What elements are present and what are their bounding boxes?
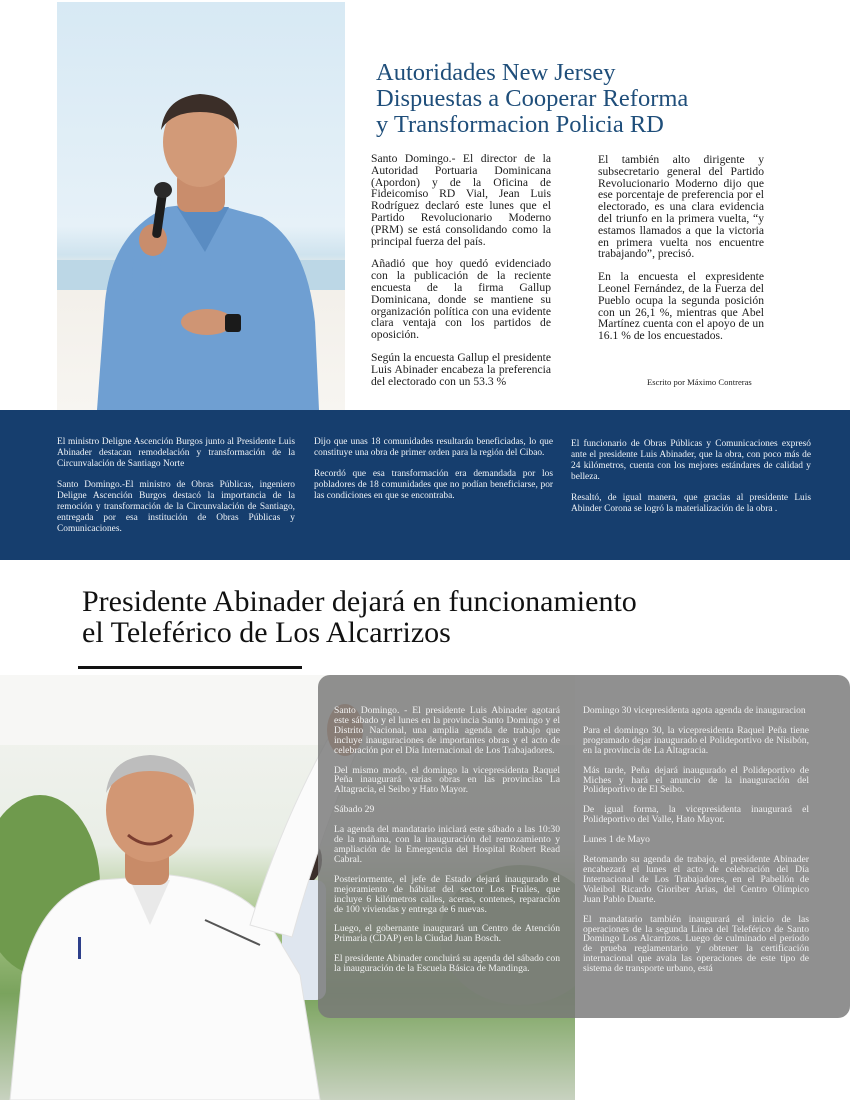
speaker-illustration (57, 2, 345, 410)
paragraph: El ministro Deligne Ascención Burgos junto al Presidente Luis Abinader destacan remodelación y transformación de la Circunvalación de Santiago Norte (57, 437, 295, 469)
paragraph: El también alto dirigente y subsecretario general del Partido Revolucionario Moderno dijo que ese porcentaje de preferencia por el electorado, es una clara evidencia del triunfo en la primera vuelta, “y estamos llamados a que la victoria en primera vuelta nos encuentre trabajando”, precisó. (598, 153, 764, 261)
article-title-line: y Transformacion Policia RD (376, 111, 664, 138)
byline: Escrito por Máximo Contreras (647, 377, 752, 387)
paragraph: Retomando su agenda de trabajo, el presidente Abinader encabezará el lunes el acto de celebración del Día Internacional de Los Trabajadores, en el Pabellón de Voleibol Ricardo Gioriber Arias, del Centro Olímpico Juan Pablo Duarte. (583, 854, 809, 905)
paragraph: Del mismo modo, el domingo la vicepresidenta Raquel Peña inaugurará varias obras en las provincias La Altagracia, el Seibo y Hato Mayor. (334, 764, 560, 796)
paragraph: Santo Domingo.-El ministro de Obras Públicas, ingeniero Deligne Ascención Burgos destacó la importancia de la remoción y transformación de la Circunvalación de Santiago, entregada por esa institución de Obras Públicas y Comunicaciones. (57, 480, 295, 534)
paragraph: Dijo que unas 18 comunidades resultarán beneficiadas, lo que constituye una obra de primer orden para la región del Cibao. (314, 437, 553, 458)
paragraph: De igual forma, la vicepresidenta inaugurará el Polideportivo del Valle, Hato Mayor. (583, 804, 809, 826)
paragraph: Más tarde, Peña dejará inaugurado el Polideportivo de Miches y hará el anuncio de la inauguración del Polideportivo de El Seibo. (583, 764, 809, 796)
article-title-line: Presidente Abinader dejará en funcionamiento (82, 585, 637, 618)
paragraph: Resaltó, de igual manera, que gracias al presidente Luis Abinder Corona se logró la materialización de la obra . (571, 493, 811, 514)
article-title (376, 60, 816, 138)
photo-speaker-microphone (57, 2, 345, 410)
article-title-line: Autoridades New Jersey (376, 59, 616, 86)
article-title-line: el Teleférico de Los Alcarrizos (82, 616, 451, 649)
article-title-line: Dispuestas a Cooperar Reforma (376, 85, 689, 112)
band-column-1 (57, 437, 295, 545)
paragraph: Recordó que esa transformación era demandada por los pobladores de 18 comunidades que no podían beneficiarse, por las condiciones en que se encontraba. (314, 469, 553, 501)
article-column-2 (598, 154, 764, 353)
article-column-2 (583, 706, 809, 984)
paragraph: El mandatario también inaugurará el inicio de las operaciones de la segunda Línea del Teleférico de Santo Domingo Los Alcarrizos. Luego de culminado el período de prueba reglamentario y obtener la certificación internacional que avala las operaciones de este tipo de sistema de transporte urbano, está (583, 913, 809, 975)
paragraph: Añadió que hoy quedó evidenciado con la publicación de la reciente encuesta de la firma Gallup Dominicana, donde se mantiene su organización política con una evidente clara ventaja con los partidos de oposición. (371, 257, 551, 342)
paragraph: Para el domingo 30, la vicepresidenta Raquel Peña tiene programado dejar inaugurado el Polideportivo de Nisibón, en la provincia de La Altagracia. (583, 724, 809, 756)
title-underline (78, 666, 302, 669)
paragraph: Luego, el gobernante inaugurará un Centro de Atención Primaria (CDAP) en la Ciudad Juan Bosch. (334, 923, 560, 945)
paragraph: Según la encuesta Gallup el presidente Luis Abinader encabeza la preferencia del electorado con un 53.3 % (371, 350, 551, 388)
paragraph: Domingo 30 vicepresidenta agota agenda de inauguracion (583, 705, 806, 716)
article-column-1 (371, 153, 551, 398)
article-column-1 (334, 706, 560, 984)
paragraph: La agenda del mandatario iniciará este sábado a las 10:30 de la mañana, con la inauguración del remozamiento y ampliación de la Emergencia del Hospital Robert Read Cabral. (334, 824, 560, 865)
paragraph: Santo Domingo. - El presidente Luis Abinader agotará este sábado y el lunes en la provincia Santo Domingo y el Distrito Nacional, una amplia agenda de trabajo que incluye inauguraciones de importantes obras y el acto de celebración por el Día Internacional de Los Trabajadores. (334, 705, 560, 756)
band-column-3 (571, 439, 811, 525)
paragraph: Santo Domingo.- El director de la Autoridad Portuaria Dominicana (Apordon) y de la Oficina de Fideicomiso RD Vial, Jean Luis Rodríguez declaró este lunes que el Partido Revolucionario Moderno (PRM) se está consolidando como la principal fuerza del país. (371, 152, 551, 248)
paragraph: Sábado 29 (334, 804, 375, 816)
band-column-2 (314, 437, 553, 512)
paragraph: El funcionario de Obras Públicas y Comunicaciones expresó ante el presidente Luis Abinader, que la obra, con poco más de 24 kilómetros, cuenta con los mejores estándares de calidad y belleza. (571, 439, 811, 482)
paragraph: Lunes 1 de Mayo (583, 834, 650, 846)
paragraph: En la encuesta el expresidente Leonel Fernández, de la Fuerza del Pueblo ocupa la segunda posición con un 26,1 %, mientras que Abel Martínez cuenta con el apoyo de un 16.1 % de los encuestados. (598, 270, 764, 343)
paragraph: Posteriormente, el jefe de Estado dejará inaugurado el mejoramiento de hábitat del sector Los Frailes, que incluye 6 kilómetros calles, aceras, contenes, reparación de 100 viviendas y entrega de 6 nuevas. (334, 873, 560, 915)
paragraph: El presidente Abinader concluirá su agenda del sábado con la inauguración de la Escuela Básica de Mandinga. (334, 953, 560, 975)
article-title (82, 586, 822, 648)
